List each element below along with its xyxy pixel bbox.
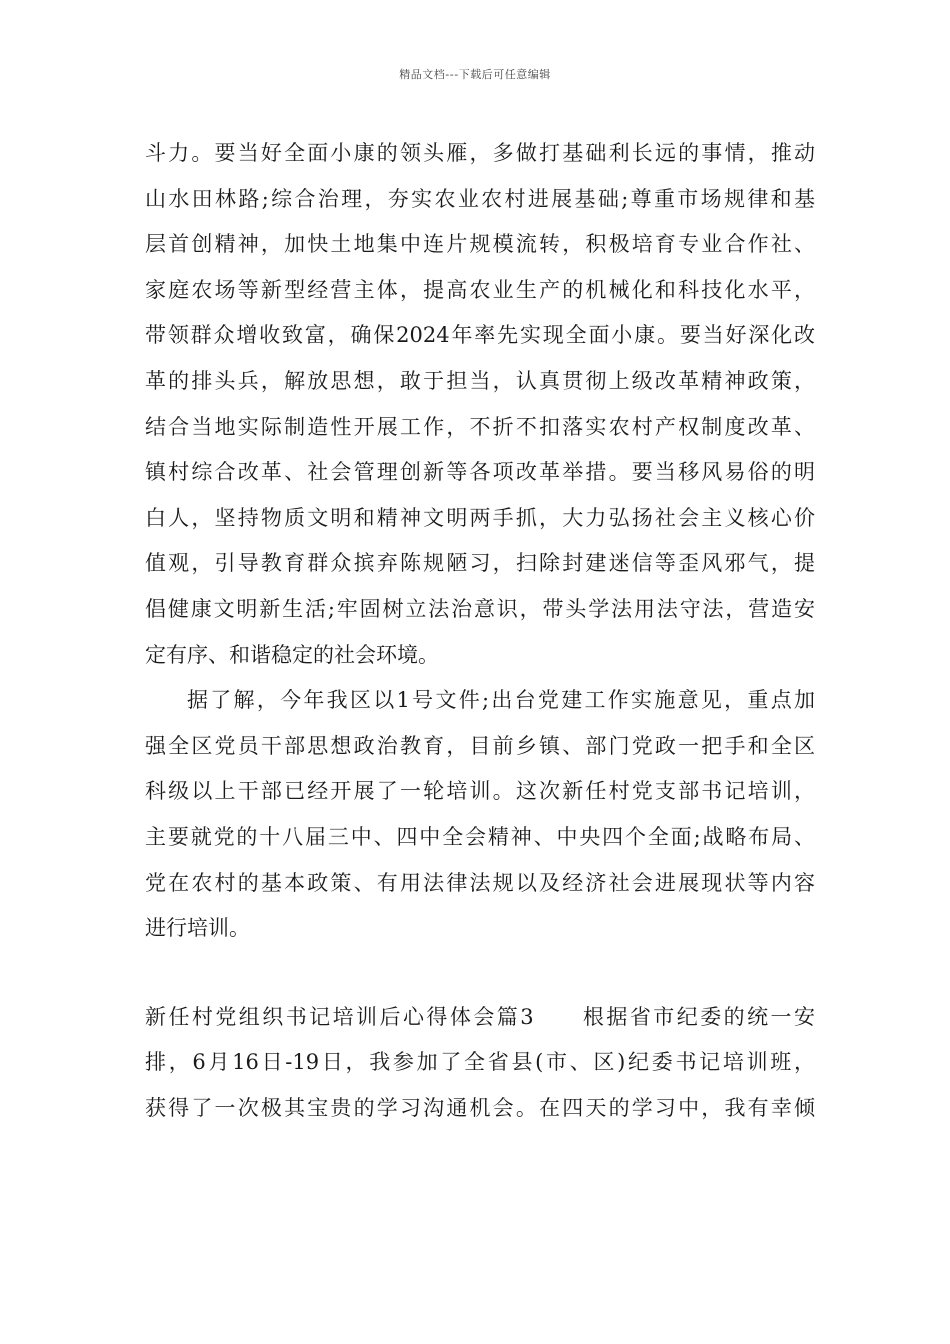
text-line: 带领群众增收致富，确保2024年率先实现全面小康。要当好深化改: [145, 323, 815, 348]
text-line: 家庭农场等新型经营主体，提高农业生产的机械化和科技化水平，: [145, 277, 815, 302]
text-line: 强全区党员干部思想政治教育，目前乡镇、部门党政一把手和全区: [145, 733, 815, 758]
text-line: 据了解，今年我区以1号文件;出台党建工作实施意见，重点加: [187, 688, 815, 713]
text-line: 进行培训。: [145, 916, 250, 941]
text-line: 层首创精神，加快土地集中连片规模流转，积极培育专业合作社、: [145, 232, 815, 257]
text-line: 结合当地实际制造性开展工作，不折不扣落实农村产权制度改革、: [145, 414, 815, 439]
text-line: 值观，引导教育群众摈弃陈规陋习，扫除封建迷信等歪风邪气，提: [145, 551, 815, 576]
text-line: 斗力。要当好全面小康的领头雁，多做打基础利长远的事情，推动: [145, 141, 815, 165]
text-line: 主要就党的十八届三中、四中全会精神、中央四个全面;战略布局、: [145, 824, 815, 849]
paragraph-3: [145, 995, 815, 1132]
text-line: 排，6月16日-19日，我参加了全省县(市、区)纪委书记培训班，: [145, 1050, 815, 1075]
text-line: 镇村综合改革、社会管理创新等各项改革举措。要当移风易俗的明: [145, 460, 815, 485]
section-heading-line: 新任村党组织书记培训后心得体会篇3 根据省市纪委的统一安: [145, 1004, 815, 1029]
text-line: 定有序、和谐稳定的社会环境。: [145, 642, 439, 667]
paragraph-2: [145, 678, 815, 952]
text-line: 获得了一次极其宝贵的学习沟通机会。在四天的学习中，我有幸倾: [145, 1095, 815, 1120]
text-line: 科级以上干部已经开展了一轮培训。这次新任村党支部书记培训，: [145, 779, 815, 804]
document-body: [145, 131, 815, 1131]
text-line: 白人，坚持物质文明和精神文明两手抓，大力弘扬社会主义核心价: [145, 505, 815, 530]
page-header: 精品文档---下载后可任意编辑: [399, 68, 551, 81]
text-line: 山水田林路;综合治理，夯实农业农村进展基础;尊重市场规律和基: [145, 186, 815, 211]
paragraph-spacer: [145, 952, 815, 995]
paragraph-1: [145, 131, 815, 678]
text-line: 革的排头兵，解放思想，敢于担当，认真贯彻上级改革精神政策，: [145, 368, 815, 393]
text-line: 党在农村的基本政策、有用法律法规以及经济社会进展现状等内容: [145, 870, 815, 895]
text-line: 倡健康文明新生活;牢固树立法治意识，带头学法用法守法，营造安: [145, 596, 815, 621]
